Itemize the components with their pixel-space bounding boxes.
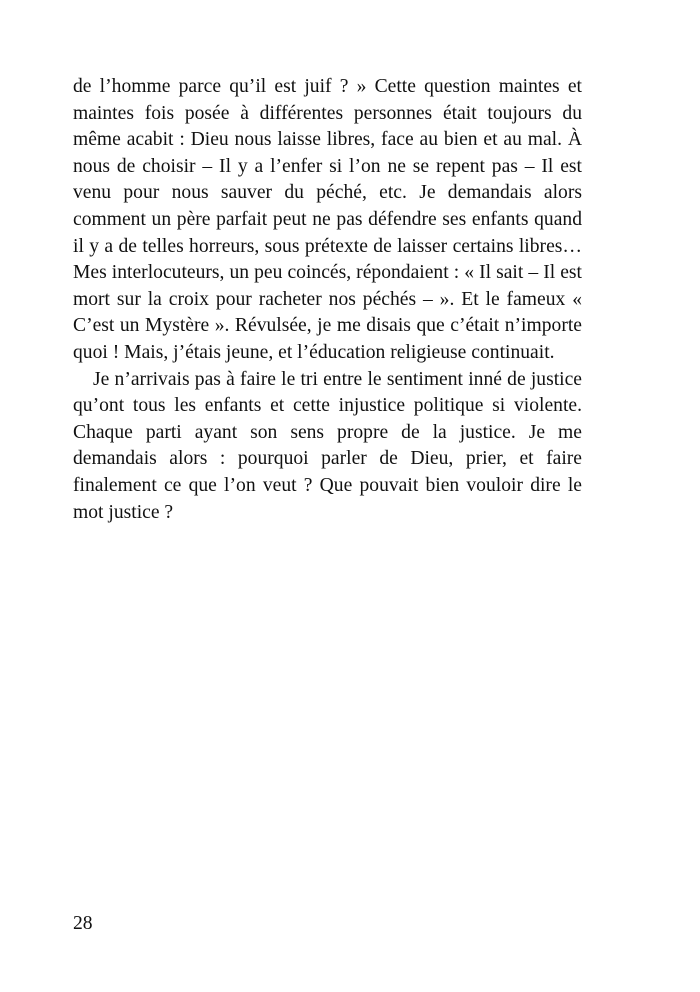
page-number: 28	[73, 913, 93, 934]
body-text	[73, 74, 582, 526]
paragraph-2: Je n’arrivais pas à faire le tri entre le sentiment inné de justice qu’ont tous les enfants et cette injustice politique si violente. Chaque parti ayant son sens propre de la justice. Je me demandais alors : pourquoi parler de Dieu, prier, et faire finalement ce que l’on veut ? Que pouvait bien vouloir dire le mot justice ?	[73, 368, 582, 523]
paragraph-1: de l’homme parce qu’il est juif ? » Cette question maintes et maintes fois posée à différentes personnes était toujours du même acabit : Dieu nous laisse libres, face au bien et au mal. À nous de choisir – Il y a l’enfer si l’on ne se repent pas – Il est venu pour nous sauver du péché, etc. Je demandais alors comment un père parfait peut ne pas défendre ses enfants quand il y a de telles horreurs, sous prétexte de laisser certains libres… Mes interlocuteurs, un peu coincés, répondaient : « Il sait – Il est mort sur la croix pour racheter nos péchés – ». Et le fameux « C’est un Mystère ». Révulsée, je me disais que c’était n’importe quoi ! Mais, j’étais jeune, et l’éducation religieuse continuait.	[73, 76, 582, 363]
